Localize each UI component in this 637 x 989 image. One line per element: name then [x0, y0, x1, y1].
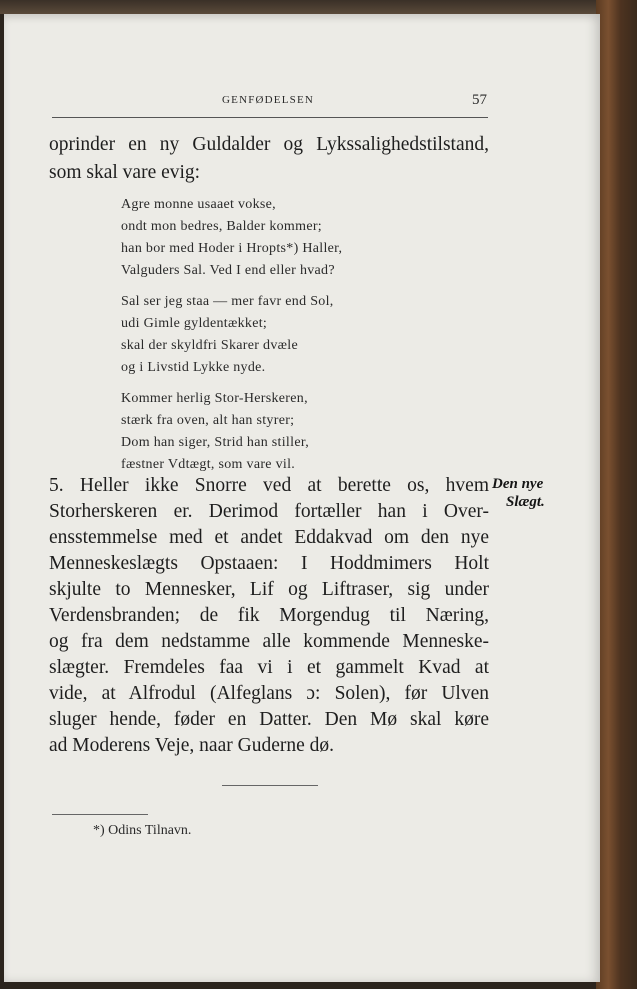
verse-line: udi Gimle gyldentækket;	[121, 316, 268, 331]
verse-line: Dom han siger, Strid han stiller,	[121, 435, 310, 450]
footnote-text: Odins Tilnavn.	[108, 823, 192, 838]
verse-line: Agre monne usaaet vokse,	[121, 197, 276, 212]
footnote-marker: *)	[93, 823, 105, 838]
footnote	[93, 823, 191, 839]
verse-line: fæstner Vdtægt, som vare vil.	[121, 457, 296, 472]
prose-line: 5. Heller ikke Snorre ved at berette os, hvem	[49, 475, 489, 496]
prose-line: vide, at Alfrodul (Alfeglans ɔ: Solen), før Ulven	[49, 683, 489, 704]
verse-line: Valguders Sal. Ved I end eller hvad?	[121, 263, 335, 278]
verse-line: Kommer herlig Stor-Herskeren,	[121, 391, 308, 406]
prose-line: Menneskeslægts Opstaaen: I Hoddmimers Holt	[49, 553, 489, 574]
prose-line: skjulte to Mennesker, Lif og Liftraser, sig under	[49, 579, 489, 600]
prose-line: sluger hende, føder en Datter. Den Mø skal køre	[49, 709, 489, 730]
margin-note-line: Slægt.	[506, 494, 545, 510]
prose-line: Verdensbranden; de fik Morgendug til Næring,	[49, 605, 489, 626]
prose-line: ad Moderens Veje, naar Guderne dø.	[49, 735, 334, 756]
section-end-rule	[222, 785, 318, 786]
book-cover-top	[0, 0, 637, 14]
margin-note-line: Den nye	[492, 476, 544, 492]
verse-line: og i Livstid Lykke nyde.	[121, 360, 266, 375]
running-head: GENFØDELSEN	[222, 94, 315, 106]
book-cover-edge	[596, 0, 637, 989]
footnote-rule	[52, 814, 148, 815]
prose-line: som skal vare evig:	[49, 162, 201, 183]
verse-line: ondt mon bedres, Balder kommer;	[121, 219, 322, 234]
prose-line: slægter. Fremdeles faa vi i et gammelt Kvad at	[49, 657, 489, 678]
prose-line: Storherskeren er. Derimod fortæller han i Over-	[49, 501, 489, 522]
verse-line: stærk fra oven, alt han styrer;	[121, 413, 295, 428]
verse-line: han bor med Hoder i Hropts*) Haller,	[121, 241, 343, 256]
page-number: 57	[472, 92, 487, 108]
prose-line: oprinder en ny Guldalder og Lykssalighedstilstand,	[49, 134, 489, 155]
prose-line: ensstemmelse med et andet Eddakvad om den nye	[49, 527, 489, 548]
header-rule	[52, 117, 488, 118]
prose-line: og fra dem nedstamme alle kommende Menneske-	[49, 631, 489, 652]
verse-line: Sal ser jeg staa — mer favr end Sol,	[121, 294, 334, 309]
verse-line: skal der skyldfri Skarer dvæle	[121, 338, 298, 353]
